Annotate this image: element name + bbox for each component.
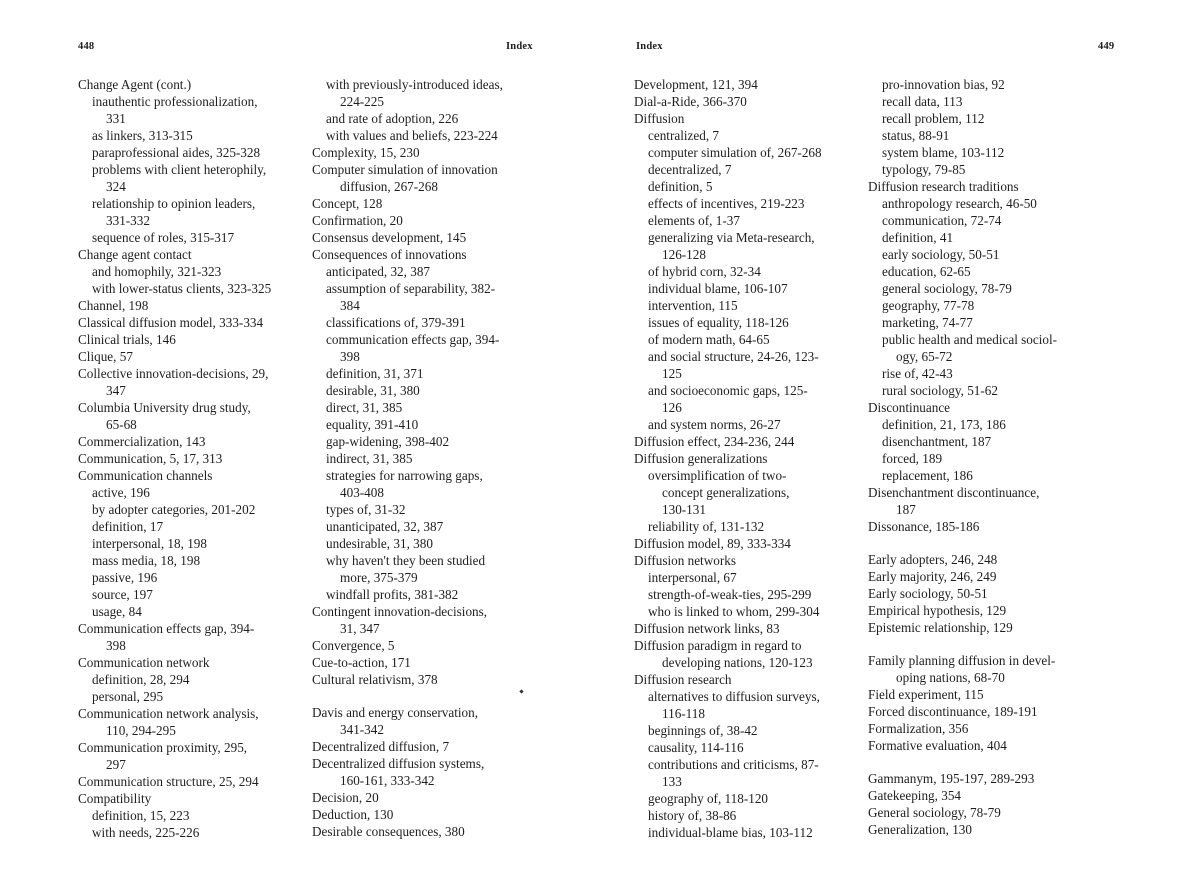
- index-subentry: 130-131: [662, 502, 706, 517]
- index-subentry: with lower-status clients, 323-325: [92, 281, 272, 296]
- index-subentry: definition, 21, 173, 186: [882, 417, 1006, 432]
- index-heading: Collective innovation-decisions, 29,: [78, 366, 269, 381]
- index-subentry: geography of, 118-120: [648, 791, 769, 806]
- index-heading: Diffusion networks: [634, 553, 736, 568]
- index-heading: Davis and energy conservation,: [312, 705, 479, 720]
- index-heading: Compatibility: [78, 791, 152, 806]
- index-heading: Disenchantment discontinuance,: [868, 485, 1040, 500]
- index-subentry: status, 88-91: [882, 128, 950, 143]
- index-heading: Formative evaluation, 404: [868, 738, 1007, 753]
- index-heading: Complexity, 15, 230: [312, 145, 420, 160]
- index-subentry: general sociology, 78-79: [882, 281, 1012, 296]
- index-subentry: who is linked to whom, 299-304: [648, 604, 820, 619]
- index-subentry: pro-innovation bias, 92: [882, 77, 1005, 92]
- index-subentry: 31, 347: [340, 621, 380, 636]
- index-subentry: contributions and criticisms, 87-: [648, 757, 819, 772]
- index-heading: Diffusion research traditions: [868, 179, 1019, 194]
- index-subentry: 297: [106, 757, 126, 772]
- index-subentry: and system norms, 26-27: [648, 417, 781, 432]
- index-subentry: oversimplification of two-: [648, 468, 787, 483]
- index-subentry: 398: [106, 638, 126, 653]
- index-heading: Communication effects gap, 394-: [78, 621, 255, 636]
- index-subentry: as linkers, 313-315: [92, 128, 193, 143]
- index-subentry: unanticipated, 32, 387: [326, 519, 444, 534]
- index-subentry: 133: [662, 774, 682, 789]
- index-subentry: 384: [340, 298, 360, 313]
- index-heading: Early adopters, 246, 248: [868, 552, 998, 567]
- index-subentry: and socioeconomic gaps, 125-: [648, 383, 808, 398]
- index-subentry: and homophily, 321-323: [92, 264, 222, 279]
- index-subentry: strategies for narrowing gaps,: [326, 468, 483, 483]
- index-subentry: strength-of-weak-ties, 295-299: [648, 587, 812, 602]
- index-heading: Commercialization, 143: [78, 434, 206, 449]
- index-subentry: windfall profits, 381-382: [326, 587, 459, 602]
- index-subentry: relationship to opinion leaders,: [92, 196, 256, 211]
- index-subentry: definition, 17: [92, 519, 164, 534]
- index-subentry: desirable, 31, 380: [326, 383, 420, 398]
- index-heading: Diffusion paradigm in regard to: [634, 638, 802, 653]
- index-heading: Decision, 20: [312, 790, 379, 805]
- index-subentry: of hybrid corn, 32-34: [648, 264, 761, 279]
- index-column: [868, 76, 1100, 838]
- index-heading: Diffusion research: [634, 672, 732, 687]
- index-subentry: definition, 5: [648, 179, 713, 194]
- index-subentry: individual blame, 106-107: [648, 281, 788, 296]
- index-subentry: anthropology research, 46-50: [882, 196, 1037, 211]
- index-heading: Development, 121, 394: [634, 77, 758, 92]
- index-subentry: 331: [106, 111, 126, 126]
- index-heading: Communication network: [78, 655, 210, 670]
- index-subentry: beginnings of, 38-42: [648, 723, 758, 738]
- index-subentry: definition, 31, 371: [326, 366, 424, 381]
- index-heading: Diffusion generalizations: [634, 451, 768, 466]
- index-subentry: developing nations, 120-123: [662, 655, 813, 670]
- index-subentry: undesirable, 31, 380: [326, 536, 433, 551]
- index-subentry: and rate of adoption, 226: [326, 111, 459, 126]
- index-heading: Dissonance, 185-186: [868, 519, 980, 534]
- index-column: [634, 76, 866, 841]
- index-subentry: typology, 79-85: [882, 162, 966, 177]
- entry-gap: [868, 636, 1100, 652]
- index-heading: Cue-to-action, 171: [312, 655, 411, 670]
- index-subentry: causality, 114-116: [648, 740, 744, 755]
- index-subentry: inauthentic professionalization,: [92, 94, 258, 109]
- index-subentry: marketing, 74-77: [882, 315, 973, 330]
- index-heading: General sociology, 78-79: [868, 805, 1001, 820]
- index-heading: Communication proximity, 295,: [78, 740, 248, 755]
- index-subentry: personal, 295: [92, 689, 164, 704]
- index-subentry: centralized, 7: [648, 128, 720, 143]
- index-subentry: with previously-introduced ideas,: [326, 77, 503, 92]
- index-heading: Formalization, 356: [868, 721, 969, 736]
- index-heading: Contingent innovation-decisions,: [312, 604, 488, 619]
- index-subentry: concept generalizations,: [662, 485, 790, 500]
- index-subentry: ogy, 65-72: [896, 349, 953, 364]
- index-subentry: rise of, 42-43: [882, 366, 953, 381]
- index-subentry: with values and beliefs, 223-224: [326, 128, 498, 143]
- index-subentry: 403-408: [340, 485, 384, 500]
- index-heading: Communication channels: [78, 468, 213, 483]
- index-subentry: history of, 38-86: [648, 808, 737, 823]
- index-heading: Epistemic relationship, 129: [868, 620, 1013, 635]
- index-subentry: 398: [340, 349, 360, 364]
- index-subentry: effects of incentives, 219-223: [648, 196, 805, 211]
- entry-gap: [312, 688, 544, 704]
- index-heading: Computer simulation of innovation: [312, 162, 498, 177]
- entry-gap: [868, 754, 1100, 770]
- index-heading: Desirable consequences, 380: [312, 824, 465, 839]
- running-head-right: Index: [636, 41, 663, 52]
- index-subentry: 126-128: [662, 247, 706, 262]
- index-heading: Classical diffusion model, 333-334: [78, 315, 264, 330]
- index-subentry: why haven't they been studied: [326, 553, 486, 568]
- index-subentry: 116-118: [662, 706, 705, 721]
- index-subentry: direct, 31, 385: [326, 400, 403, 415]
- index-heading: Dial-a-Ride, 366-370: [634, 94, 747, 109]
- index-subentry: education, 62-65: [882, 264, 971, 279]
- index-heading: Concept, 128: [312, 196, 383, 211]
- index-subentry: sequence of roles, 315-317: [92, 230, 235, 245]
- index-heading: Consequences of innovations: [312, 247, 467, 262]
- index-heading: Generalization, 130: [868, 822, 972, 837]
- index-heading: Confirmation, 20: [312, 213, 403, 228]
- index-subentry: issues of equality, 118-126: [648, 315, 789, 330]
- index-column: [78, 76, 310, 841]
- index-subentry: paraprofessional aides, 325-328: [92, 145, 261, 160]
- index-heading: Clinical trials, 146: [78, 332, 176, 347]
- index-subentry: individual-blame bias, 103-112: [648, 825, 813, 840]
- index-heading: Decentralized diffusion, 7: [312, 739, 450, 754]
- index-subentry: forced, 189: [882, 451, 943, 466]
- index-heading: Empirical hypothesis, 129: [868, 603, 1007, 618]
- index-heading: Deduction, 130: [312, 807, 394, 822]
- index-heading: Diffusion: [634, 111, 685, 126]
- index-subentry: 126: [662, 400, 682, 415]
- index-subentry: early sociology, 50-51: [882, 247, 1000, 262]
- index-subentry: decentralized, 7: [648, 162, 732, 177]
- index-subentry: computer simulation of, 267-268: [648, 145, 822, 160]
- index-heading: Diffusion network links, 83: [634, 621, 780, 636]
- index-subentry: problems with client heterophily,: [92, 162, 267, 177]
- index-subentry: passive, 196: [92, 570, 158, 585]
- index-subentry: disenchantment, 187: [882, 434, 992, 449]
- index-heading: Convergence, 5: [312, 638, 395, 653]
- index-heading: Consensus development, 145: [312, 230, 467, 245]
- index-subentry: definition, 41: [882, 230, 954, 245]
- index-subentry: 341-342: [340, 722, 384, 737]
- index-subentry: definition, 15, 223: [92, 808, 190, 823]
- index-subentry: with needs, 225-226: [92, 825, 200, 840]
- index-subentry: 110, 294-295: [106, 723, 176, 738]
- index-subentry: assumption of separability, 382-: [326, 281, 496, 296]
- index-subentry: usage, 84: [92, 604, 142, 619]
- index-heading: Gammanym, 195-197, 289-293: [868, 771, 1035, 786]
- index-subentry: geography, 77-78: [882, 298, 975, 313]
- index-heading: Cultural relativism, 378: [312, 672, 438, 687]
- index-heading: Channel, 198: [78, 298, 149, 313]
- index-subentry: diffusion, 267-268: [340, 179, 438, 194]
- index-subentry: intervention, 115: [648, 298, 738, 313]
- index-heading: Change agent contact: [78, 247, 192, 262]
- running-head-left: Index: [506, 41, 533, 52]
- index-subentry: definition, 28, 294: [92, 672, 190, 687]
- index-subentry: 331-332: [106, 213, 150, 228]
- index-heading: Columbia University drug study,: [78, 400, 251, 415]
- index-column: [312, 76, 544, 840]
- index-heading: Diffusion model, 89, 333-334: [634, 536, 791, 551]
- index-heading: Communication structure, 25, 294: [78, 774, 259, 789]
- index-subentry: indirect, 31, 385: [326, 451, 413, 466]
- index-subentry: more, 375-379: [340, 570, 418, 585]
- index-heading: Communication, 5, 17, 313: [78, 451, 223, 466]
- index-subentry: elements of, 1-37: [648, 213, 740, 228]
- index-heading: Gatekeeping, 354: [868, 788, 962, 803]
- index-subentry: by adopter categories, 201-202: [92, 502, 256, 517]
- index-subentry: 224-225: [340, 94, 384, 109]
- index-heading: Family planning diffusion in devel-: [868, 653, 1056, 668]
- index-subentry: oping nations, 68-70: [896, 670, 1005, 685]
- index-subentry: source, 197: [92, 587, 153, 602]
- index-heading: Discontinuance: [868, 400, 951, 415]
- index-subentry: recall problem, 112: [882, 111, 985, 126]
- index-heading: Change Agent (cont.): [78, 77, 192, 92]
- index-heading: Clique, 57: [78, 349, 133, 364]
- index-subentry: of modern math, 64-65: [648, 332, 770, 347]
- index-subentry: communication, 72-74: [882, 213, 1002, 228]
- index-subentry: system blame, 103-112: [882, 145, 1005, 160]
- index-subentry: 347: [106, 383, 126, 398]
- index-heading: Forced discontinuance, 189-191: [868, 704, 1038, 719]
- index-subentry: gap-widening, 398-402: [326, 434, 450, 449]
- index-subentry: reliability of, 131-132: [648, 519, 765, 534]
- index-subentry: interpersonal, 18, 198: [92, 536, 207, 551]
- index-subentry: equality, 391-410: [326, 417, 419, 432]
- index-subentry: recall data, 113: [882, 94, 963, 109]
- index-subentry: 324: [106, 179, 126, 194]
- index-subentry: replacement, 186: [882, 468, 973, 483]
- index-subentry: communication effects gap, 394-: [326, 332, 500, 347]
- index-subentry: public health and medical sociol-: [882, 332, 1058, 347]
- index-subentry: 160-161, 333-342: [340, 773, 435, 788]
- index-subentry: types of, 31-32: [326, 502, 406, 517]
- index-heading: Early sociology, 50-51: [868, 586, 988, 601]
- index-subentry: 125: [662, 366, 682, 381]
- page-number-left: 448: [78, 41, 95, 52]
- index-subentry: and social structure, 24-26, 123-: [648, 349, 819, 364]
- index-subentry: alternatives to diffusion surveys,: [648, 689, 820, 704]
- index-subentry: mass media, 18, 198: [92, 553, 201, 568]
- index-heading: Early majority, 246, 249: [868, 569, 997, 584]
- index-subentry: 187: [896, 502, 916, 517]
- index-subentry: interpersonal, 67: [648, 570, 737, 585]
- index-heading: Diffusion effect, 234-236, 244: [634, 434, 795, 449]
- index-subentry: rural sociology, 51-62: [882, 383, 998, 398]
- index-heading: Decentralized diffusion systems,: [312, 756, 485, 771]
- index-heading: Field experiment, 115: [868, 687, 984, 702]
- index-subentry: anticipated, 32, 387: [326, 264, 431, 279]
- index-subentry: generalizing via Meta-research,: [648, 230, 815, 245]
- index-heading: Communication network analysis,: [78, 706, 259, 721]
- page-number-right: 449: [1098, 41, 1115, 52]
- entry-gap: [868, 535, 1100, 551]
- index-subentry: classifications of, 379-391: [326, 315, 466, 330]
- index-subentry: active, 196: [92, 485, 150, 500]
- index-subentry: 65-68: [106, 417, 137, 432]
